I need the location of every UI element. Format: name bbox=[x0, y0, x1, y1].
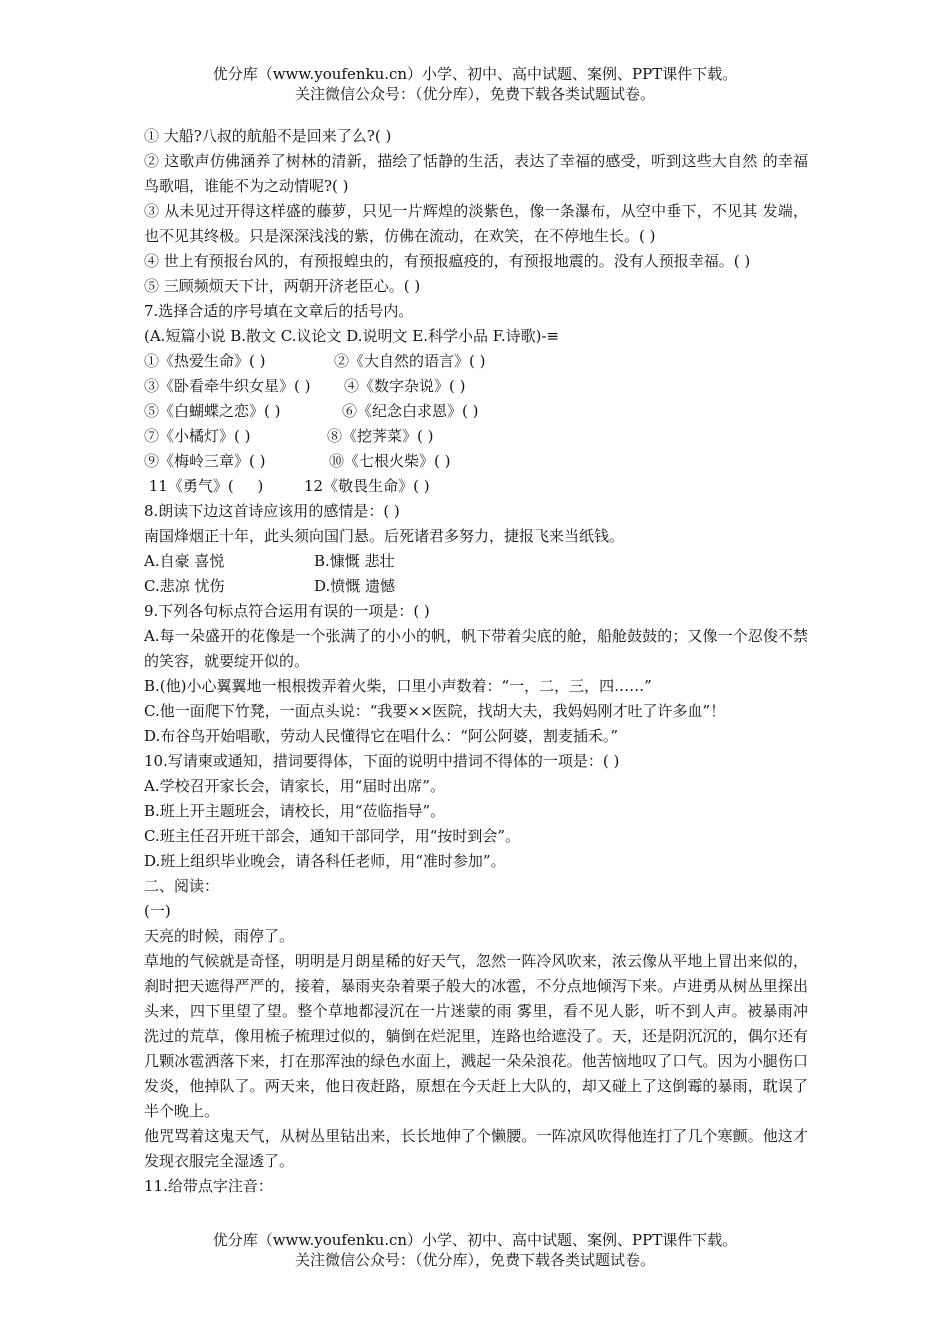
q7-row bbox=[144, 349, 808, 374]
reading-paragraph-3: 他咒骂着这鬼天气，从树丛里钻出来，长长地伸了个懒腰。一阵凉风吹得他连打了几个寒颤。他这才发现衣服完全湿透了。 bbox=[144, 1127, 808, 1170]
q8-option-row bbox=[144, 574, 808, 599]
q7-options: (A.短篇小说 B.散文 C.议论文 D.说明文 E.科学小品 F.诗歌)-≡ bbox=[144, 327, 560, 345]
q7-item: 11《勇气》( ) bbox=[144, 477, 264, 495]
footer-line-2: 关注微信公众号：（优分库），免费下载各类试题试卷。 bbox=[294, 1251, 655, 1269]
q7-row bbox=[144, 374, 808, 399]
q9-option-b: B.(他)小心翼翼地一根根拨弄着火柴，口里小声数着：“一，二，三，四……” bbox=[144, 677, 652, 695]
q7-item: ⑩《七根火柴》( ) bbox=[329, 452, 451, 470]
q7-item: ⑧《挖荠菜》( ) bbox=[327, 427, 434, 445]
q7-item: ⑥《纪念白求恩》( ) bbox=[342, 402, 479, 420]
q8-option-b: B.慷慨 悲壮 bbox=[314, 552, 395, 570]
q9-option-a: A.每一朵盛开的花像是一个张满了的小小的帆，帆下带着尖底的舱，船舱鼓鼓的；又像一个忍俊不禁的笑容，就要绽开似的。 bbox=[144, 627, 808, 670]
q7-item: ①《热爱生命》( ) bbox=[144, 352, 266, 370]
reading-paragraph-2: 草地的气候就是奇怪，明明是月朗星稀的好天气，忽然一阵冷风吹来，浓云像从平地上冒出来似的，刹时把天遮得严严的，接着，暴雨夹杂着栗子般大的冰雹，不分点地倾泻下来。卢进勇从树丛里探出头来，四下里望了望。整个草地都浸沉在一片迷蒙的雨 雾里，看不见人影，听不到人声。被暴雨冲洗过的荒草，像用梳子梳理过似的，躺倒在烂泥里，连路也给遮没了。天，还是阴沉沉的，偶尔还有几颗冰雹洒落下来，打在那浑浊的绿色水面上，溅起一朵朵浪花。他苦恼地叹了口气。因为小腿伤口发炎，他掉队了。两天来，他日夜赶路，原想在今天赶上大队的，却又碰上了这倒霉的暴雨，耽误了半个晚上。 bbox=[144, 952, 808, 1120]
page-header bbox=[0, 64, 950, 104]
q7-item: 12《敬畏生命》( ) bbox=[304, 477, 430, 495]
q7-item: ③《卧看牵牛织女星》( ) bbox=[144, 377, 311, 395]
header-line-1: 优分库（www.youfenku.cn）小学、初中、高中试题、案例、PPT课件下载。 bbox=[212, 65, 738, 83]
q6-sentence-5: ⑤ 三顾频烦天下计，两朝开济老臣心。( ) bbox=[144, 277, 421, 295]
q6-sentence-3: ③ 从未见过开得这样盛的藤萝，只见一片辉煌的淡紫色，像一条瀑布，从空中垂下，不见其 发端，也不见其终极。只是深深浅浅的紫，仿佛在流动，在欢笑，在不停地生长。( ) bbox=[144, 202, 808, 245]
q9-option-d: D.布谷鸟开始唱歌，劳动人民懂得它在唱什么：“阿公阿婆，割麦插禾。” bbox=[144, 727, 619, 745]
reading-section-title: 二、阅读： bbox=[144, 877, 220, 895]
header-line-2: 关注微信公众号：（优分库），免费下载各类试题试卷。 bbox=[294, 85, 655, 103]
q6-sentence-1: ① 大船?八叔的航船不是回来了么?( ) bbox=[144, 127, 392, 145]
q8-option-d: D.愤慨 遗憾 bbox=[314, 577, 396, 595]
q6-sentence-4: ④ 世上有预报台风的，有预报蝗虫的，有预报瘟疫的，有预报地震的。没有人预报幸福。( ) bbox=[144, 252, 751, 270]
reading-paragraph-1: 天亮的时候，雨停了。 bbox=[144, 927, 295, 945]
q10-option-a: A.学校召开家长会，请家长，用“届时出席”。 bbox=[144, 777, 445, 795]
q9-option-c: C.他一面爬下竹凳，一面点头说：“我要××医院，找胡大夫，我妈妈刚才吐了许多血”！ bbox=[144, 702, 726, 720]
page-footer bbox=[0, 1230, 950, 1270]
document-body bbox=[144, 124, 808, 1199]
q7-row bbox=[144, 424, 808, 449]
q7-title: 7.选择合适的序号填在文章后的括号内。 bbox=[144, 302, 414, 320]
q7-row bbox=[144, 399, 808, 424]
q8-title: 8.朗读下边这首诗应该用的感情是：( ) bbox=[144, 502, 400, 520]
q9-title: 9.下列各句标点符合运用有误的一项是：( ) bbox=[144, 602, 430, 620]
q10-title: 10.写请柬或通知，措词要得体，下面的说明中措词不得体的一项是：( ) bbox=[144, 752, 620, 770]
footer-line-1: 优分库（www.youfenku.cn）小学、初中、高中试题、案例、PPT课件下载。 bbox=[212, 1231, 738, 1249]
q8-option-c: C.悲凉 忧伤 bbox=[144, 577, 225, 595]
q7-item: ⑤《白蝴蝶之恋》( ) bbox=[144, 402, 281, 420]
q11-title: 11.给带点字注音： bbox=[144, 1177, 273, 1195]
reading-part-label: (一) bbox=[144, 902, 171, 920]
q7-item: ②《大自然的语言》( ) bbox=[334, 352, 486, 370]
q7-item: ④《数字杂说》( ) bbox=[344, 377, 466, 395]
q6-sentence-2: ② 这歌声仿佛涵养了树林的清新，描绘了恬静的生活，表达了幸福的感受，听到这些大自然 的幸福鸟歌唱，谁能不为之动情呢?( ) bbox=[144, 152, 808, 195]
q7-row bbox=[144, 474, 808, 499]
q8-option-a: A.自豪 喜悦 bbox=[144, 552, 225, 570]
q7-item: ⑨《梅岭三章》( ) bbox=[144, 452, 266, 470]
q8-poem: 南国烽烟正十年，此头须向国门悬。后死诸君多努力，捷报飞来当纸钱。 bbox=[144, 527, 625, 545]
q7-row bbox=[144, 449, 808, 474]
q7-item: ⑦《小橘灯》( ) bbox=[144, 427, 251, 445]
q10-option-d: D.班上组织毕业晚会，请各科任老师，用“准时参加”。 bbox=[144, 852, 506, 870]
q10-option-c: C.班主任召开班干部会，通知干部同学，用“按时到会”。 bbox=[144, 827, 521, 845]
q8-option-row bbox=[144, 549, 808, 574]
q10-option-b: B.班上开主题班会，请校长，用“莅临指导”。 bbox=[144, 802, 446, 820]
